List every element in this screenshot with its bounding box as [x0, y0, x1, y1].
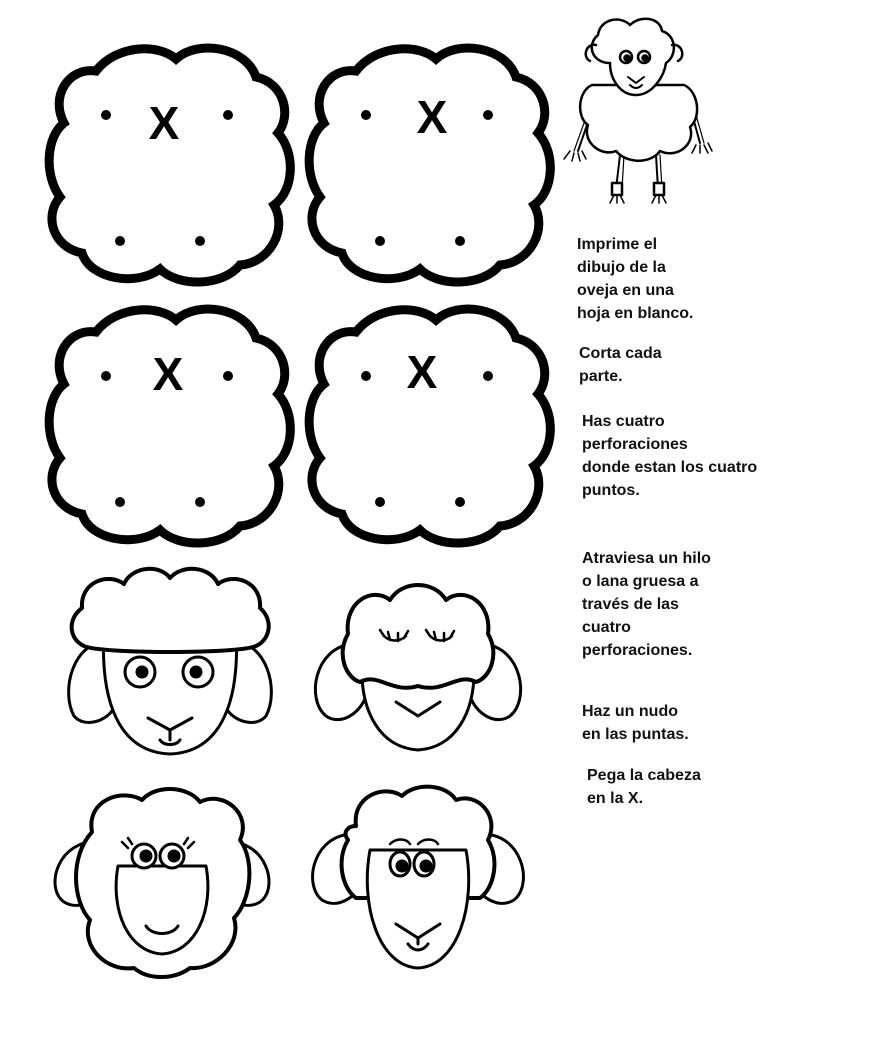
head-position-mark: X — [406, 346, 438, 398]
instruction-5-knot: Haz un nudo en las puntas. — [582, 703, 689, 743]
head-position-mark: X — [148, 97, 180, 149]
sheep-head-4 — [313, 787, 524, 968]
instruction-1-print: Imprime el dibujo de la oveja en una hoja en blanco. — [577, 236, 694, 322]
head-position-mark: X — [152, 348, 184, 400]
sheep-body-2 — [309, 48, 550, 282]
fleece — [343, 585, 494, 688]
sheep-body-4 — [309, 309, 550, 543]
sheep-head-2 — [315, 585, 520, 750]
sheep-body-3 — [49, 309, 290, 543]
sheep-head-1 — [69, 569, 272, 754]
instruction-2-cut: Corta cada parte. — [579, 345, 662, 385]
sheep-body-1 — [49, 48, 290, 282]
finished-sheep-example — [564, 19, 712, 203]
instruction-4-thread: Atraviesa un hilo o lana gruesa a través de las cuatro perforaciones. — [582, 550, 711, 659]
sheep-head-3 — [55, 789, 269, 977]
instruction-3-perforate: Has cuatro perforaciones donde estan los cuatro puntos. — [582, 413, 758, 499]
instruction-6-glue: Pega la cabeza en la X. — [587, 767, 701, 807]
head-position-mark: X — [416, 91, 448, 143]
